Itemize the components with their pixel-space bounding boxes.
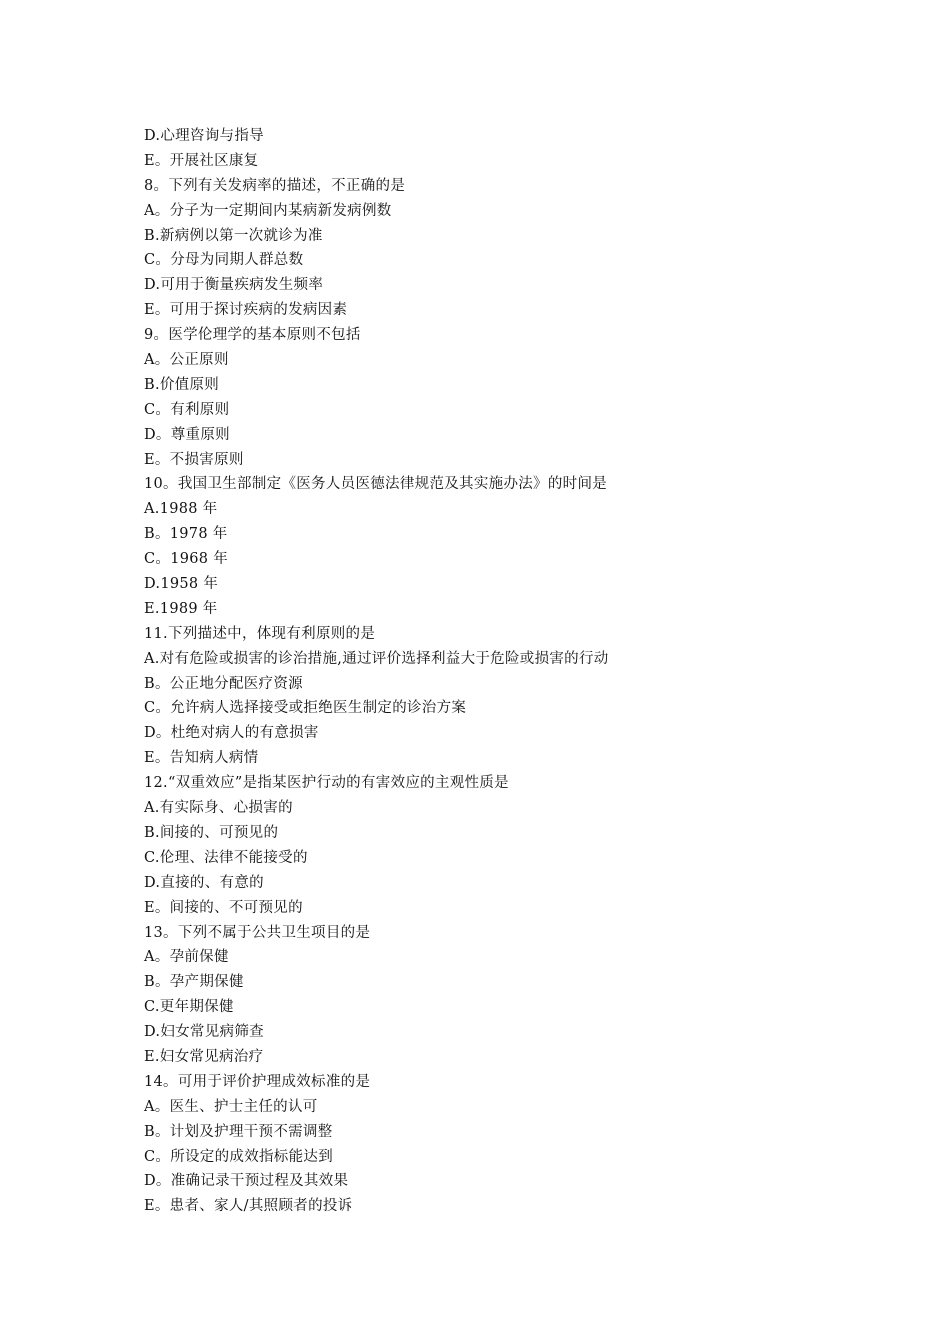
answer-option: C。分母为同期人群总数 xyxy=(144,252,304,269)
answer-option: E.1989 年 xyxy=(144,600,218,617)
answer-option: A.对有危险或损害的诊治措施,通过评价选择利益大于危险或损害的行动 xyxy=(144,650,609,667)
answer-option: C。所设定的成效指标能达到 xyxy=(144,1148,333,1165)
answer-option: B.间接的、可预见的 xyxy=(144,824,279,841)
answer-option: C。允许病人选择接受或拒绝医生制定的诊治方案 xyxy=(144,700,467,717)
answer-option: C.更年期保健 xyxy=(144,999,234,1016)
answer-option: D.1958 年 xyxy=(144,576,219,593)
answer-option: A。分子为一定期间内某病新发病例数 xyxy=(144,202,392,219)
answer-option: B。1978 年 xyxy=(144,526,228,543)
question-stem: 13。下列不属于公共卫生项目的是 xyxy=(144,924,371,941)
answer-option: B。公正地分配医疗资源 xyxy=(144,675,303,692)
question-stem: 14。可用于评价护理成效标准的是 xyxy=(144,1073,371,1090)
text-line: D.心理咨询与指导 xyxy=(144,128,264,144)
answer-option: E。间接的、不可预见的 xyxy=(144,899,303,916)
answer-option: B。孕产期保健 xyxy=(144,974,244,991)
answer-option: D.可用于衡量疾病发生频率 xyxy=(144,277,324,294)
answer-option: D.直接的、有意的 xyxy=(144,874,264,891)
question-stem: 12.“双重效应”是指某医护行动的有害效应的主观性质是 xyxy=(144,775,509,792)
answer-option: E.妇女常见病治疗 xyxy=(144,1048,264,1065)
answer-option: C。1968 年 xyxy=(144,551,229,568)
answer-option: E。可用于探讨疾病的发病因素 xyxy=(144,302,348,319)
answer-option: A。公正原则 xyxy=(144,352,229,369)
answer-option: B.价值原则 xyxy=(144,376,220,393)
answer-option: E。不损害原则 xyxy=(144,451,244,468)
answer-option: B.新病例以第一次就诊为准 xyxy=(144,227,323,244)
question-stem: 11.下列描述中，体现有利原则的是 xyxy=(144,625,376,642)
answer-option: A.1988 年 xyxy=(144,501,218,518)
text-line: E。开展社区康复 xyxy=(144,152,259,169)
answer-option: A。孕前保健 xyxy=(144,949,229,966)
answer-option: A。医生、护士主任的认可 xyxy=(144,1098,318,1115)
question-stem: 9。医学伦理学的基本原则不包括 xyxy=(144,327,361,344)
answer-option: D。尊重原则 xyxy=(144,426,230,443)
answer-option: B。计划及护理干预不需调整 xyxy=(144,1123,333,1140)
answer-option: D。准确记录干预过程及其效果 xyxy=(144,1173,349,1190)
question-stem: 10。我国卫生部制定《医务人员医德法律规范及其实施办法》的时间是 xyxy=(144,476,608,493)
question-stem: 8。下列有关发病率的描述，不正确的是 xyxy=(144,177,406,194)
answer-option: C。有利原则 xyxy=(144,401,230,418)
answer-option: D。杜绝对病人的有意损害 xyxy=(144,725,319,742)
answer-option: E。告知病人病情 xyxy=(144,750,259,767)
answer-option: D.妇女常见病筛查 xyxy=(144,1024,264,1041)
question-text-block xyxy=(144,124,844,1219)
answer-option: E。患者、家人/其照顾者的投诉 xyxy=(144,1198,353,1215)
answer-option: A.有实际身、心损害的 xyxy=(144,800,293,817)
answer-option: C.伦理、法律不能接受的 xyxy=(144,849,308,866)
